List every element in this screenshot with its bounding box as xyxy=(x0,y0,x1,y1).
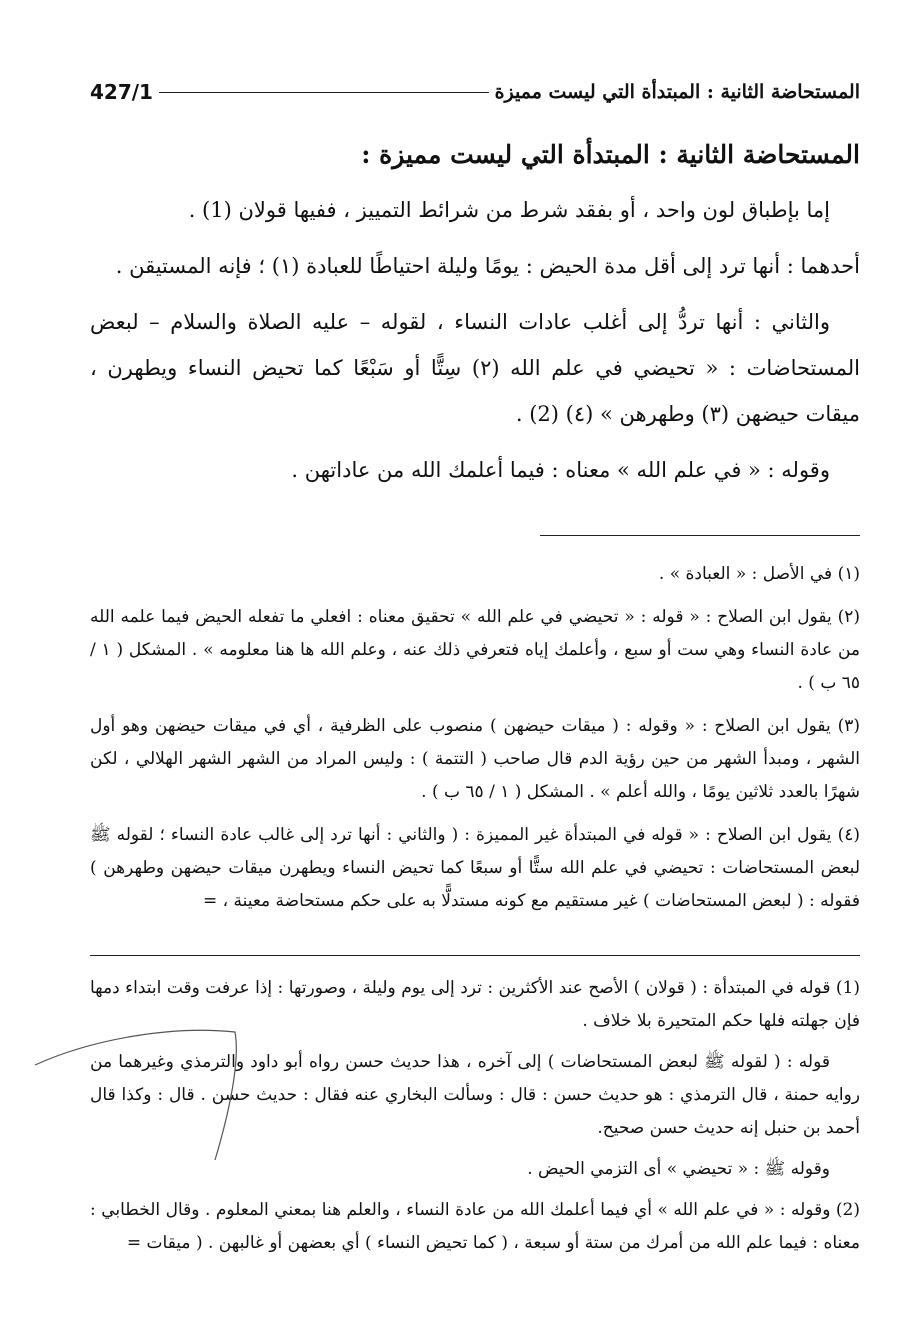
commentary-note: قوله : ( لقوله ﷺ لبعض المستحاضات ) إلى آخره ، هذا حديث حسن رواه أبو داود والترمذي وغيرهما من روايه حمنة ، قال الترمذي : هو حديث حسن : قال : وسألت البخاري عنه فقال : حديث حسن . قال : وكذا قال أحمد بن حنبل إنه حديث حسن صحيح. xyxy=(90,1052,860,1138)
commentary-note: (1) قوله في المبتدأة : ( قولان ) الأصح عند الأكثرين : ترد إلى يوم وليلة ، وصورتها : إذا عرفت وقت ابتداء دمها فإن جهلته فلها حكم المتحيرة بلا خلاف . xyxy=(90,978,860,1031)
commentary-separator xyxy=(90,955,860,956)
footnote: (٣) يقول ابن الصلاح : « وقوله : ( ميقات حيضهن ) منصوب على الظرفية ، أي في ميقات حيضهن وهو أول الشهر ، ومبدأ الشهر من حين رؤية الدم قال صاحب ( التتمة ) : وليس المراد من الشهر الشهر الهلالي ، لكن شهرًا بالعدد ثلاثين يومًا ، والله أعلم » . المشكل ( ١ / ٦٥ ب ) . xyxy=(90,716,860,802)
running-title: المستحاضة الثانية : المبتدأة التي ليست مميزة xyxy=(494,81,860,103)
handwritten-annotation xyxy=(30,1020,250,1170)
paragraph: أحدهما : أنها ترد إلى أقل مدة الحيض : يومًا وليلة احتياطًا للعبادة (١) ؛ فإنه المستيقن . xyxy=(115,254,860,278)
commentary-note: وقوله ﷺ : « تحيضي » أى التزمي الحيض . xyxy=(527,1159,830,1179)
page-number: 427/1 xyxy=(90,80,153,104)
footnotes xyxy=(90,558,860,928)
header-rule xyxy=(159,92,489,93)
footnote-separator xyxy=(540,535,860,536)
paragraph: والثاني : أنها تردُّ إلى أغلب عادات النساء ، لقوله – عليه الصلاة والسلام – لبعض المستحاضات : « تحيضي في علم الله (٢) سِتًّا أو سَبْعًا كما تحيض النساء ويطهرن ، ميقات حيضهن (٣) وطهرهن » (٤) (2) . xyxy=(90,310,860,426)
running-header xyxy=(90,72,860,112)
section-heading: المستحاضة الثانية : المبتدأة التي ليست مميزة : xyxy=(361,140,860,169)
footnote: (١) في الأصل : « العبادة » . xyxy=(658,564,860,584)
paragraph: إما بإطباق لون واحد ، أو بفقد شرط من شرائط التمييز ، ففيها قولان (1) . xyxy=(188,198,830,222)
footnote: (٢) يقول ابن الصلاح : « قوله : « تحيضي في علم الله » تحقيق معناه : افعلي ما تفعله الحيض فيما علمه الله من عادة النساء وهي ست أو سبع ، وأعلمك إياه فتعرفي ذلك عنه ، وعلم الله ها هنا معلومه » . المشكل ( ١ / ٦٥ ب ) . xyxy=(90,607,860,693)
main-text xyxy=(90,140,860,503)
commentary-note: (2) وقوله : « في علم الله » أي فيما أعلمك الله من عادة النساء ، والعلم هنا بمعني المعلوم . وقال الخطابي : معناه : فيما علم الله من أمرك من ستة أو سبعة ، ( كما تحيض النساء ) أي بعضهن أو غالبهن . ( ميقات = xyxy=(90,1200,860,1253)
paragraph: وقوله : « في علم الله » معناه : فيما أعلمك الله من عاداتهن . xyxy=(291,458,830,482)
footnote: (٤) يقول ابن الصلاح : « قوله في المبتدأة غير المميزة : ( والثاني : أنها ترد إلى غالب عادة النساء ؛ لقوله ﷺ لبعض المستحاضات : تحيضي في علم الله ستًّا أو سبعًا كما تحيض النساء ويطهرن ميقات حيضهن وطهرهن ) فقوله : ( لبعض المستحاضات ) غير مستقيم مع كونه مستدلًّا به على حكم مستحاضة معينة ، = xyxy=(90,825,860,911)
